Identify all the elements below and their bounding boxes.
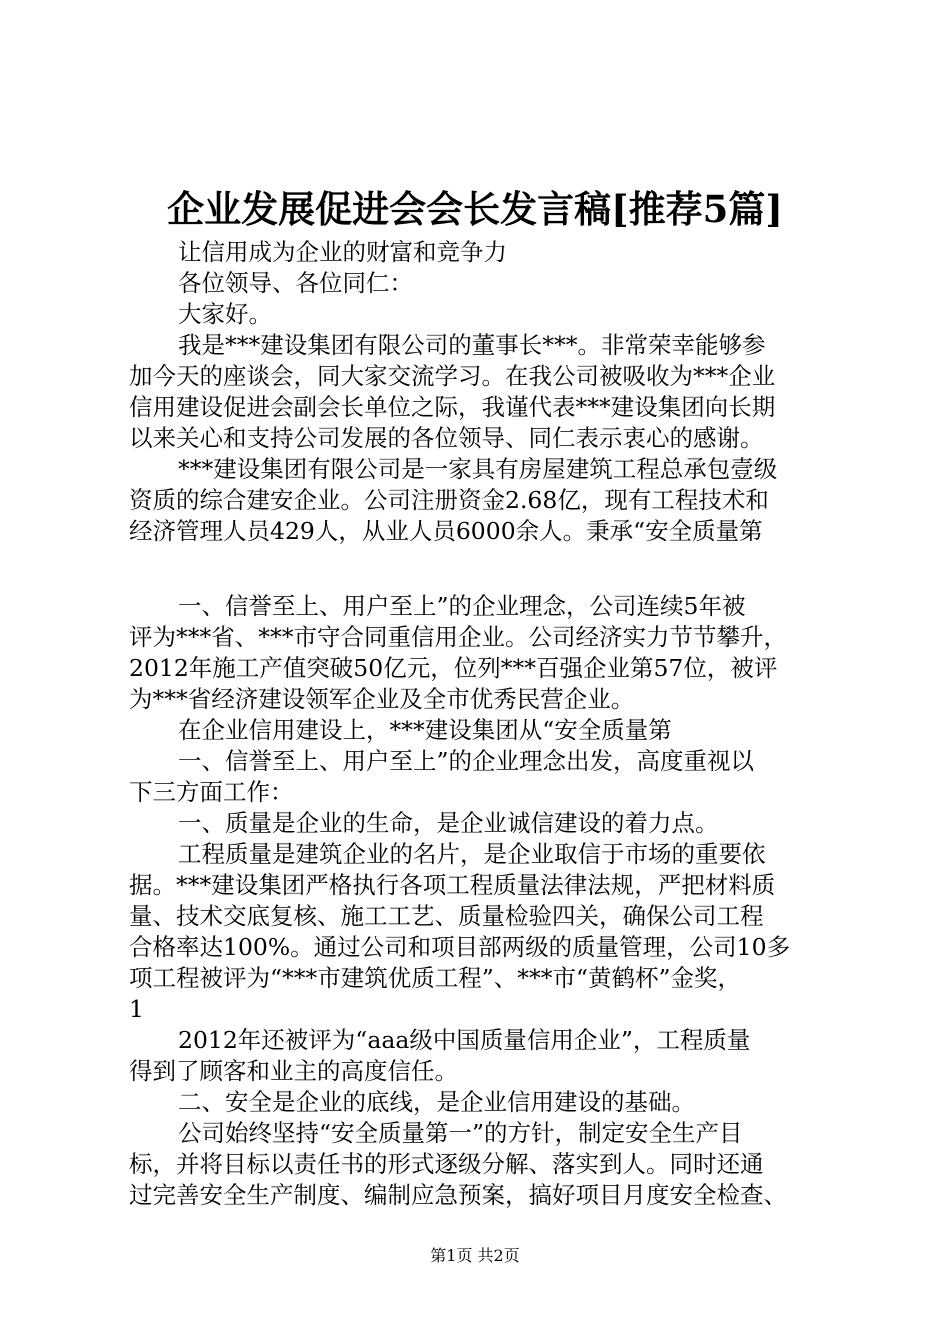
paragraph-line: 一、信誉至上、用户至上”的企业理念出发，高度重视以 (178, 747, 755, 775)
paragraph-line: 合格率达100%。通过公司和项目部两级的质量管理，公司10多 (129, 933, 791, 961)
page-footer: 第1页 共2页 (430, 1246, 520, 1265)
paragraph-line: ***建设集团有限公司是一家具有房屋建筑工程总承包壹级 (178, 455, 778, 483)
paragraph-line: 一、信誉至上、用户至上”的企业理念，公司连续5年被 (178, 592, 746, 620)
paragraph-line: 标，并将目标以责任书的形式逐级分解、落实到人。同时还通 (129, 1150, 764, 1178)
section-heading-safety: 二、安全是企业的底线，是企业信用建设的基础。 (178, 1088, 695, 1116)
section-heading-quality: 一、质量是企业的生命，是企业诚信建设的着力点。 (178, 809, 719, 837)
subtitle-line: 让信用成为企业的财富和竞争力 (178, 238, 507, 266)
document-body (129, 237, 841, 1211)
paragraph-line: 过完善安全生产制度、编制应急预案，搞好项目月度安全检查、 (129, 1181, 787, 1209)
paragraph-line: 在企业信用建设上，***建设集团从“安全质量第 (178, 716, 672, 744)
paragraph-line: 我是***建设集团有限公司的董事长***。非常荣幸能够参 (178, 331, 766, 359)
salutation-line: 各位领导、各位同仁： (178, 269, 413, 297)
greeting-line: 大家好。 (178, 300, 272, 328)
paragraph-line: 经济管理人员429人，从业人员6000余人。秉承“安全质量第 (129, 517, 763, 545)
paragraph-line: 以来关心和支持公司发展的各位领导、同仁表示衷心的感谢。 (129, 424, 764, 452)
paragraph-line: 信用建设促进会副会长单位之际，我谨代表***建设集团向长期 (129, 393, 776, 421)
paragraph-line: 2012年施工产值突破50亿元，位列***百强企业第57位，被评 (129, 654, 778, 682)
paragraph-line: 工程质量是建筑企业的名片，是企业取信于市场的重要依 (178, 840, 766, 868)
paragraph-line: 为***省经济建设领军企业及全市优秀民营企业。 (129, 685, 635, 713)
paragraph-line: 资质的综合建安企业。公司注册资金2.68亿，现有工程技术和 (129, 486, 769, 514)
paragraph-line: 量、技术交底复核、施工工艺、质量检验四关，确保公司工程 (129, 902, 764, 930)
paragraph-line: 加今天的座谈会，同大家交流学习。在我公司被吸收为***企业 (129, 362, 776, 390)
document-title: 企业发展促进会会长发言稿[推荐5篇] (167, 187, 783, 231)
paragraph-line: 得到了顾客和业主的高度信任。 (129, 1057, 458, 1085)
paragraph-line: 1 (129, 995, 144, 1023)
paragraph-line: 下三方面工作： (129, 778, 294, 806)
paragraph-line: 2012年还被评为“aaa级中国质量信用企业”，工程质量 (178, 1026, 751, 1054)
paragraph-gap (129, 547, 841, 591)
paragraph-line: 据。***建设集团严格执行各项工程质量法律法规，严把材料质 (129, 871, 776, 899)
paragraph-line: 评为***省、***市守合同重信用企业。公司经济实力节节攀升， (129, 623, 787, 651)
paragraph-line: 项工程被评为“***市建筑优质工程”、***市“黄鹤杯”金奖， (129, 964, 742, 992)
paragraph-line: 公司始终坚持“安全质量第一”的方针，制定安全生产目 (178, 1119, 743, 1147)
